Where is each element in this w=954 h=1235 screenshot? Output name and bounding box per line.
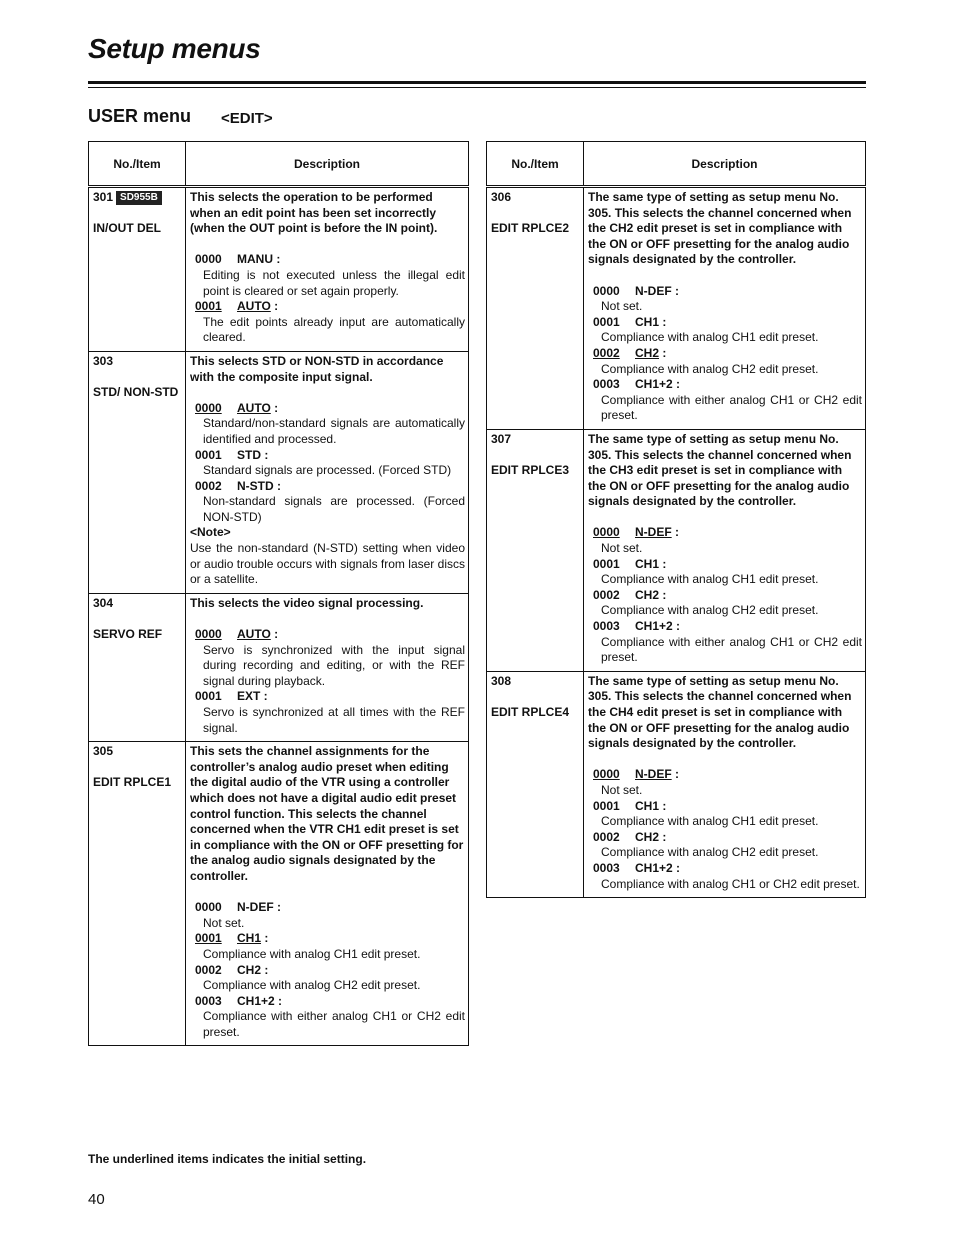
option-description: Compliance with analog CH2 edit preset.	[601, 603, 819, 618]
option-code-text: 0001	[195, 299, 222, 314]
option-line: 0000 N-DEF :	[593, 525, 680, 540]
option-line: 0003 CH1+2 :	[195, 993, 283, 1008]
item-cell	[487, 671, 584, 897]
option-line: 0001 AUTO :	[195, 299, 279, 314]
option-line: 0001 CH1 :	[593, 556, 667, 571]
option-code	[195, 900, 237, 916]
option-label: CH2	[635, 829, 660, 844]
option-code-text: 0001	[195, 689, 222, 704]
item-name: EDIT RPLCE4	[491, 705, 570, 719]
option-description: Compliance with analog CH1 edit preset.	[601, 330, 819, 345]
option-label: CH1+2	[635, 377, 673, 392]
option-line: 0000 N-DEF :	[195, 900, 282, 915]
item-number	[93, 354, 182, 370]
option-label: CH1	[635, 556, 660, 571]
option-line: 0003 CH1+2 :	[593, 860, 681, 875]
option-code	[195, 448, 237, 464]
option-code	[195, 252, 237, 268]
option-description: Compliance with analog CH1 edit preset.	[601, 572, 819, 587]
option-code-text: 0002	[593, 345, 620, 360]
option-code-text: 0000	[195, 252, 222, 267]
option-description: The edit points already input are automatically cleared.	[203, 314, 465, 345]
description-intro: This selects STD or NON-STD in accordance with the composite input signal.	[190, 353, 444, 384]
description-intro: This selects the operation to be performed when an edit point has been set incorrectly (when the OUT point is before the IN point).	[190, 190, 438, 236]
option-label: AUTO	[237, 627, 271, 642]
option-label: CH1+2	[635, 860, 673, 875]
option-label: CH2	[635, 587, 660, 602]
item-name: EDIT RPLCE3	[491, 463, 570, 478]
option-label: CH1+2	[635, 619, 673, 634]
spacer	[588, 268, 862, 284]
option-code-text: 0000	[593, 525, 620, 540]
option-description: Editing is not executed unless the illegal edit point is cleared or set again properly.	[203, 267, 465, 298]
item-number	[93, 744, 182, 760]
table-row	[487, 429, 866, 671]
item-number	[93, 190, 182, 206]
option-code	[593, 861, 635, 877]
option-code-text: 0001	[593, 798, 620, 813]
option-label: AUTO	[237, 299, 271, 314]
option-description: Compliance with analog CH2 edit preset.	[203, 978, 421, 993]
item-number	[491, 432, 580, 448]
option-code	[593, 377, 635, 393]
option-line: 0002 CH2 :	[593, 829, 667, 844]
option-label: STD	[237, 447, 261, 462]
header-rule	[88, 81, 866, 84]
option-code	[593, 284, 635, 300]
description-cell	[584, 671, 866, 897]
option-code-text: 0003	[593, 377, 620, 392]
item-number	[491, 674, 580, 690]
option-line: 0000 MANU :	[195, 252, 281, 267]
option-code-text: 0000	[195, 900, 222, 915]
option-label: CH2	[635, 345, 660, 360]
spacer	[190, 611, 465, 627]
header-rule-thin	[88, 87, 866, 88]
model-badge: SD955B	[116, 191, 162, 205]
option-line: 0001 CH1 :	[593, 314, 667, 329]
description-intro: This selects the video signal processing.	[190, 595, 424, 610]
option-line: 0001 EXT :	[195, 689, 268, 704]
spacer	[190, 237, 465, 253]
option-description: Compliance with either analog CH1 or CH2 edit preset.	[601, 634, 862, 665]
option-code-text: 0000	[593, 283, 620, 298]
option-code-text: 0000	[195, 400, 222, 415]
column-header-description: Description	[186, 142, 469, 187]
option-line: 0000 AUTO :	[195, 400, 279, 415]
option-label: CH1+2	[237, 993, 275, 1008]
column-header-no-item: No./Item	[89, 142, 186, 187]
table-row	[89, 593, 469, 741]
spacer	[588, 752, 862, 768]
option-description: Compliance with analog CH1 or CH2 edit preset.	[601, 876, 860, 891]
item-name: IN/OUT DEL	[93, 221, 161, 236]
option-line: 0002 CH2 :	[593, 587, 667, 602]
option-code	[593, 830, 635, 846]
option-code-text: 0003	[593, 860, 620, 875]
option-line: 0002 CH2 :	[195, 962, 269, 977]
option-line: 0001 CH1 :	[593, 798, 667, 813]
option-code	[195, 479, 237, 495]
option-code	[593, 588, 635, 604]
menu-table-right	[486, 141, 866, 898]
option-label: CH1	[635, 314, 660, 329]
note-text: Use the non-standard (N-STD) setting when video or audio trouble occurs with signals from laser discs or a satellite.	[190, 541, 465, 587]
table-row	[487, 671, 866, 897]
item-number-text: 308	[491, 673, 512, 688]
option-label: CH2	[237, 962, 262, 977]
item-number-text: 306	[491, 190, 512, 204]
section-subtitle: <EDIT>	[221, 110, 273, 127]
option-description: Standard/non-standard signals are automatically identified and processed.	[203, 416, 465, 446]
option-code-text: 0003	[195, 993, 222, 1008]
option-line: 0000 N-DEF :	[593, 283, 680, 298]
option-line: 0001 STD :	[195, 447, 269, 462]
description-intro: The same type of setting as setup menu No. 305. This selects the channel concerned when the CH4 edit preset is set in compliance with the ON or OFF presetting for the analog audio signals designated by the controller.	[588, 673, 852, 751]
option-label: N-DEF	[635, 767, 672, 782]
option-description: Compliance with analog CH2 edit preset.	[601, 845, 819, 860]
item-number-text: 303	[93, 353, 114, 368]
item-number	[491, 190, 580, 206]
item-number-text: 305	[93, 744, 114, 759]
item-number-text: 307	[491, 431, 512, 446]
option-line: 0003 CH1+2 :	[593, 619, 681, 634]
option-label: CH1	[237, 931, 262, 946]
option-description: Compliance with analog CH1 edit preset.	[203, 946, 421, 961]
footnote: The underlined items indicates the initial setting.	[88, 1152, 367, 1166]
item-name: STD/ NON-STD	[93, 385, 179, 400]
option-code	[195, 627, 237, 643]
note-title: <Note>	[190, 525, 231, 540]
option-code-text: 0002	[195, 478, 222, 493]
option-code	[593, 315, 635, 331]
option-code-text: 0001	[593, 556, 620, 571]
description-cell	[186, 351, 469, 593]
item-cell	[487, 429, 584, 671]
spacer	[190, 385, 465, 401]
option-description: Compliance with analog CH2 edit preset.	[601, 361, 819, 376]
item-cell	[89, 742, 186, 1046]
option-code	[593, 767, 635, 783]
option-code-text: 0001	[195, 931, 222, 946]
option-code-text: 0000	[593, 767, 620, 782]
description-cell	[186, 742, 469, 1046]
description-intro: The same type of setting as setup menu No. 305. This selects the channel concerned when the CH2 edit preset is set in compliance with the ON or OFF presetting for the analog audio signals designated by the controller.	[588, 190, 852, 267]
option-code-text: 0000	[195, 627, 222, 642]
section-title: USER menu	[88, 106, 192, 126]
spacer	[588, 510, 862, 526]
column-header-no-item: No./Item	[487, 142, 584, 187]
option-line: 0002 N-STD :	[195, 478, 282, 493]
option-code	[195, 963, 237, 979]
item-name: EDIT RPLCE2	[491, 221, 570, 236]
option-description: Servo is synchronized at all times with the REF signal.	[203, 705, 465, 735]
option-description: Compliance with either analog CH1 or CH2 edit preset.	[203, 1009, 465, 1039]
page-number: 40	[88, 1191, 105, 1208]
page-title: Setup menus	[88, 33, 261, 64]
option-label: N-DEF	[635, 525, 672, 540]
spacer	[190, 885, 465, 901]
option-label: CH1	[635, 798, 660, 813]
option-code	[593, 619, 635, 635]
option-description: Not set.	[601, 541, 643, 556]
option-description: Non-standard signals are processed. (Forced NON-STD)	[203, 494, 465, 524]
item-cell	[487, 187, 584, 430]
option-code-text: 0001	[593, 314, 620, 329]
option-code	[593, 346, 635, 362]
option-code-text: 0002	[195, 962, 222, 977]
table-row	[89, 187, 469, 352]
option-code	[593, 799, 635, 815]
option-label: N-STD	[237, 478, 274, 493]
option-code	[195, 931, 237, 947]
option-description: Compliance with either analog CH1 or CH2 edit preset.	[601, 392, 862, 423]
menu-table-left	[88, 141, 469, 1046]
option-description: Servo is synchronized with the input signal during recording and editing, or with the REF signal during playback.	[203, 642, 465, 688]
item-cell	[89, 593, 186, 741]
option-code	[195, 689, 237, 705]
option-description: Standard signals are processed. (Forced STD)	[203, 463, 452, 478]
option-code	[195, 994, 237, 1010]
option-description: Not set.	[601, 782, 643, 797]
option-line: 0000 AUTO :	[195, 627, 279, 642]
item-number-text: 304	[93, 595, 114, 610]
option-code	[195, 401, 237, 417]
option-description: Not set.	[203, 915, 245, 930]
column-header-description: Description	[584, 142, 866, 187]
option-code	[593, 525, 635, 541]
option-label: N-DEF	[237, 900, 274, 915]
item-cell	[89, 351, 186, 593]
option-line: 0001 CH1 :	[195, 931, 269, 946]
table-row	[89, 351, 469, 593]
table-row	[89, 742, 469, 1046]
description-cell	[186, 593, 469, 741]
item-cell	[89, 187, 186, 352]
description-cell	[186, 187, 469, 352]
option-code-text: 0001	[195, 447, 222, 462]
option-line: 0003 CH1+2 :	[593, 377, 681, 392]
option-line: 0002 CH2 :	[593, 345, 667, 360]
item-name: EDIT RPLCE1	[93, 775, 172, 790]
option-description: Not set.	[601, 299, 643, 314]
item-name: SERVO REF	[93, 627, 163, 642]
option-code	[195, 299, 237, 315]
option-code-text: 0002	[593, 829, 620, 844]
option-line: 0000 N-DEF :	[593, 767, 680, 782]
option-code-text: 0002	[593, 587, 620, 602]
option-label: AUTO	[237, 400, 271, 415]
option-code	[593, 557, 635, 573]
option-label: MANU	[237, 252, 273, 267]
item-number	[93, 596, 182, 612]
item-number-text: 301	[93, 190, 114, 204]
description-cell	[584, 187, 866, 430]
description-cell	[584, 429, 866, 671]
option-description: Compliance with analog CH1 edit preset.	[601, 814, 819, 829]
option-label: EXT	[237, 689, 261, 704]
option-label: N-DEF	[635, 283, 672, 298]
description-intro: This sets the channel assignments for the controller’s analog audio preset when editing the digital audio of the VTR using a controller which does not have a digital audio edit preset control function. This selects the channel concerned when the VTR CH1 edit preset is set in compliance with the ON or OFF presetting for the analog audio signals designated by the controller.	[190, 744, 464, 883]
description-intro: The same type of setting as setup menu No. 305. This selects the channel concerned when the CH3 edit preset is set in compliance with the ON or OFF presetting for the analog audio signals designated by the controller.	[588, 431, 852, 509]
table-row	[487, 187, 866, 430]
option-code-text: 0003	[593, 619, 620, 634]
